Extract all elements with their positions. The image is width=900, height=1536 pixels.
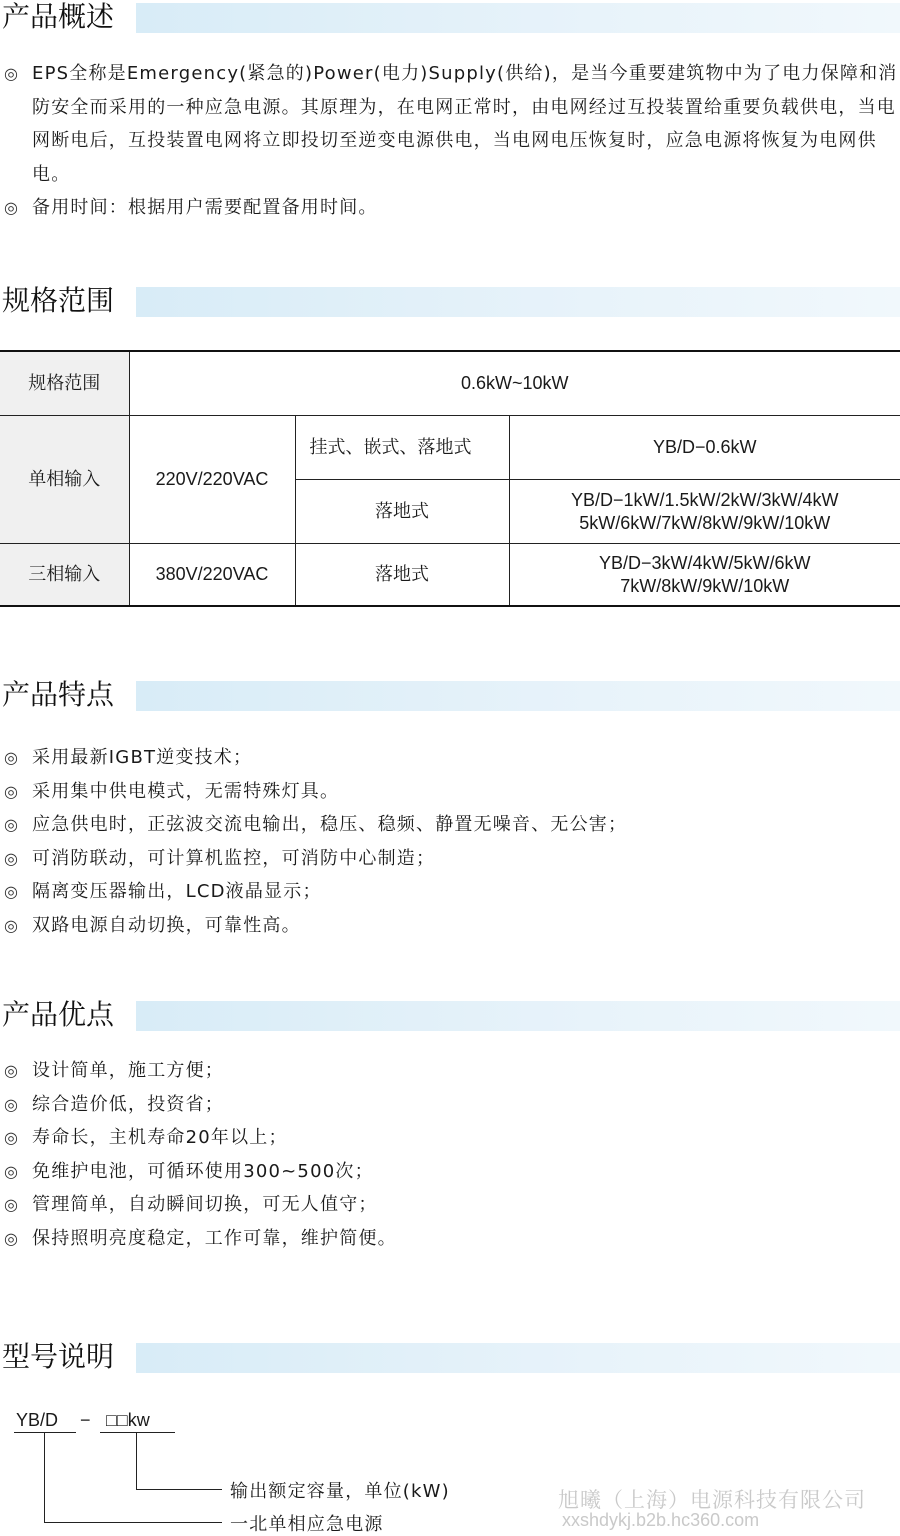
- list-item: [0, 1188, 900, 1222]
- list-item: [0, 909, 900, 943]
- table-row: [0, 351, 900, 416]
- section-title-bar: [136, 681, 900, 711]
- section-header-features: [0, 678, 900, 712]
- bullet-icon: ◎: [4, 808, 19, 842]
- list-item-text: 采用集中供电模式，无需特殊灯具。: [32, 781, 339, 802]
- advantages-list: [0, 1054, 900, 1256]
- table-cell-label: 规格范围: [0, 351, 129, 416]
- model-code-dash: −: [80, 1410, 91, 1431]
- list-item-text: 寿命长，主机寿命20年以上；: [32, 1127, 288, 1148]
- table-cell: 0.6kW~10kW: [129, 351, 900, 416]
- list-item: [0, 842, 900, 876]
- section-title-bar: [136, 1001, 900, 1031]
- list-item-text: 保持照明亮度稳定，工作可靠，维护简便。: [32, 1228, 397, 1249]
- section-header-overview: [0, 0, 900, 34]
- list-item: [0, 775, 900, 809]
- bullet-icon: ◎: [4, 191, 19, 225]
- table-cell: 380V/220VAC: [129, 544, 295, 607]
- overview-list: [0, 57, 900, 225]
- list-item-text: EPS全称是Emergency(紧急的)Power(电力)Supply(供给)，是当今重要建筑物中为了电力保障和消防安全而采用的一种应急电源。其原理为，在电网正常时，由电网经过互投装置给重要负载供电，当电网断电后，互投装置电网将立即投切至逆变电源供电，当电网电压恢复时，应急电源将恢复为电网供电。: [32, 63, 897, 185]
- table-cell-line: 5kW/6kW/7kW/8kW/9kW/10kW: [510, 512, 900, 535]
- table-cell-line: 7kW/8kW/9kW/10kW: [510, 575, 900, 598]
- underline-prefix: [14, 1432, 76, 1433]
- list-item: [0, 875, 900, 909]
- list-item-text: 采用最新IGBT逆变技术；: [32, 747, 252, 768]
- list-item-text: 免维护电池，可循环使用300~500次；: [32, 1161, 374, 1182]
- section-title: 规格范围: [2, 284, 114, 318]
- list-item: [0, 191, 900, 225]
- section-title-bar: [136, 287, 900, 317]
- table-cell-label: 单相输入: [0, 416, 129, 544]
- bullet-icon: ◎: [4, 775, 19, 809]
- section-title-bar: [136, 3, 900, 33]
- table-cell: 挂式、嵌式、落地式: [295, 416, 509, 480]
- bullet-icon: ◎: [4, 1188, 19, 1222]
- section-header-model: [0, 1340, 900, 1374]
- model-code-suffix: □□kw: [106, 1410, 150, 1431]
- section-title: 产品特点: [2, 678, 114, 712]
- bullet-icon: ◎: [4, 1222, 19, 1256]
- watermark-website: xxshdykj.b2b.hc360.com: [562, 1510, 759, 1531]
- spec-table: [0, 350, 900, 607]
- list-item: [0, 1222, 900, 1256]
- connector-line: [44, 1433, 45, 1522]
- table-cell-line: YB/D−1kW/1.5kW/2kW/3kW/4kW: [510, 489, 900, 512]
- table-cell: 220V/220VAC: [129, 416, 295, 544]
- list-item-text: 应急供电时，正弦波交流电输出，稳压、稳频、静置无噪音、无公害；: [32, 814, 627, 835]
- bullet-icon: ◎: [4, 909, 19, 943]
- model-desc-capacity: 输出额定容量，单位(kW): [230, 1477, 450, 1503]
- section-title: 型号说明: [2, 1340, 114, 1374]
- list-item: [0, 741, 900, 775]
- list-item-text: 设计简单，施工方便；: [32, 1060, 224, 1081]
- list-item: [0, 1054, 900, 1088]
- table-cell: YB/D−0.6kW: [509, 416, 900, 480]
- section-title: 产品概述: [2, 0, 114, 34]
- underline-suffix: [100, 1432, 175, 1433]
- section-header-advantages: [0, 998, 900, 1032]
- section-header-spec: [0, 284, 900, 318]
- bullet-icon: ◎: [4, 1054, 19, 1088]
- list-item-text: 可消防联动，可计算机监控，可消防中心制造；: [32, 848, 435, 869]
- table-cell: [509, 544, 900, 607]
- list-item-text: 备用时间：根据用户需要配置备用时间。: [32, 197, 378, 218]
- table-row: [0, 544, 900, 607]
- section-title-bar: [136, 1343, 900, 1373]
- connector-line: [44, 1522, 222, 1523]
- bullet-icon: ◎: [4, 1155, 19, 1189]
- list-item: [0, 1155, 900, 1189]
- table-cell-line: YB/D−3kW/4kW/5kW/6kW: [510, 552, 900, 575]
- list-item-text: 管理简单，自动瞬间切换，可无人值守；: [32, 1194, 378, 1215]
- table-cell-label: 三相输入: [0, 544, 129, 607]
- connector-line: [136, 1433, 137, 1489]
- list-item-text: 双路电源自动切换，可靠性高。: [32, 915, 301, 936]
- table-cell: 落地式: [295, 544, 509, 607]
- bullet-icon: ◎: [4, 1121, 19, 1155]
- table-cell: [509, 480, 900, 544]
- list-item-text: 综合造价低，投资省；: [32, 1094, 224, 1115]
- model-code-prefix: YB/D: [16, 1410, 58, 1431]
- list-item-text: 隔离变压器输出，LCD液晶显示；: [32, 881, 322, 902]
- bullet-icon: ◎: [4, 57, 19, 91]
- connector-line: [136, 1489, 222, 1490]
- list-item: [0, 57, 900, 191]
- section-title: 产品优点: [2, 998, 114, 1032]
- list-item: [0, 1088, 900, 1122]
- table-row: [0, 416, 900, 480]
- table-cell: 落地式: [295, 480, 509, 544]
- bullet-icon: ◎: [4, 1088, 19, 1122]
- list-item: [0, 808, 900, 842]
- features-list: [0, 741, 900, 943]
- model-desc-series: 一北单相应急电源: [230, 1510, 384, 1536]
- bullet-icon: ◎: [4, 842, 19, 876]
- list-item: [0, 1121, 900, 1155]
- watermark-company: 旭曦（上海）电源科技有限公司: [558, 1484, 866, 1514]
- bullet-icon: ◎: [4, 741, 19, 775]
- bullet-icon: ◎: [4, 875, 19, 909]
